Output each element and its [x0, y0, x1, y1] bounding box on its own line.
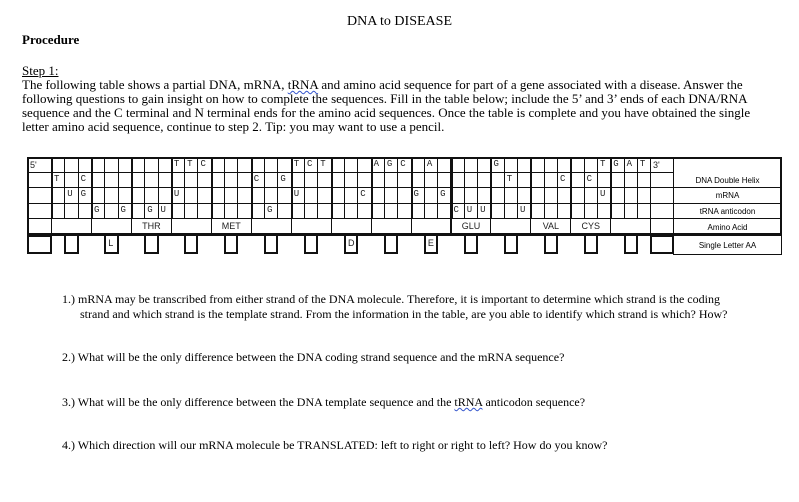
single-letter-aa-cell[interactable] [304, 235, 318, 254]
amino-acid-cell[interactable] [171, 218, 212, 236]
dna-bottom-strand-codon: C [533, 174, 574, 184]
dna-top-strand-codon [451, 157, 495, 173]
amino-acid-cell[interactable] [371, 218, 412, 236]
mrna-codon: G G [413, 189, 454, 199]
dna-top-strand-codon: AGC [373, 159, 414, 169]
end-cell [27, 187, 52, 204]
mrna-codon [530, 187, 574, 204]
amino-acid-cell[interactable]: VAL [530, 218, 571, 236]
single-letter-aa-cell[interactable] [464, 235, 478, 254]
amino-acid-cell[interactable] [291, 218, 332, 236]
trna-anticodon-codon [570, 203, 614, 219]
question-3 [62, 395, 585, 410]
dna-top-strand-codon: G [493, 159, 534, 169]
question-4: 4.) Which direction will our mRNA molecule be TRANSLATED: left to right or right to left? How do you know? [62, 438, 608, 452]
end-cell [650, 187, 674, 204]
document-title: DNA to DISEASE [346, 14, 452, 29]
question-1-line-1: 1.) mRNA may be transcribed from either strand of the DNA molecule. Therefore, it is important to determine which strand is the coding [62, 292, 720, 306]
dna-top-strand-codon [331, 157, 375, 173]
single-letter-aa-cell[interactable] [544, 235, 558, 254]
row-label: Single Letter AA [673, 235, 782, 255]
text: The following table shows a partial DNA, mRNA, [22, 77, 288, 92]
amino-acid-cell[interactable] [610, 218, 651, 236]
amino-acid-cell[interactable] [51, 218, 92, 236]
trna-anticodon-codon [291, 203, 335, 219]
dna-top-strand-codon [530, 157, 574, 173]
end-cell [650, 218, 674, 236]
dna-top-strand-codon: T [573, 159, 614, 169]
dna-top-strand-codon [51, 157, 95, 173]
dna-bottom-strand-codon [411, 172, 455, 188]
mrna-codon [610, 187, 654, 204]
mrna-codon: U [293, 189, 334, 199]
single-letter-aa-cell[interactable] [224, 235, 238, 254]
dna-top-strand-codon: TTC [173, 159, 214, 169]
mrna-codon [371, 187, 415, 204]
row-label: DNA Double Helix [673, 157, 782, 188]
amino-acid-cell[interactable] [91, 218, 132, 236]
single-letter-aa-cell[interactable] [144, 235, 158, 254]
amino-acid-cell[interactable]: GLU [451, 218, 492, 236]
spellcheck-word: tRNA [287, 77, 319, 92]
dna-bottom-strand-codon [331, 172, 375, 188]
dna-top-strand-codon: A [413, 159, 454, 169]
amino-acid-cell[interactable] [411, 218, 452, 236]
single-letter-aa-cell[interactable] [264, 235, 278, 254]
mrna-codon: UG [54, 189, 94, 199]
trna-anticodon-codon [371, 203, 415, 219]
end-cell [27, 172, 52, 188]
mrna-codon: C [333, 189, 374, 199]
trna-anticodon-codon [331, 203, 375, 219]
trna-anticodon-codon [51, 203, 95, 219]
trna-anticodon-codon [530, 203, 574, 219]
dna-bottom-strand-codon [371, 172, 415, 188]
mrna-codon [211, 187, 255, 204]
single-letter-aa-cell[interactable] [184, 235, 198, 254]
mrna-codon [451, 187, 495, 204]
mrna-codon [251, 187, 295, 204]
section-heading: Procedure [22, 32, 80, 47]
trna-anticodon-codon: GU [133, 205, 174, 215]
dna-top-strand-codon [91, 157, 135, 173]
trna-anticodon-codon [171, 203, 215, 219]
dna-bottom-strand-codon: T C [54, 174, 94, 184]
single-letter-aa-cell[interactable] [384, 235, 398, 254]
mrna-codon: U [573, 189, 614, 199]
question-1-line-2: strand and which strand is the template strand. From the information in the table, are you able to identify which strand is which? How? [80, 307, 728, 321]
question-2: 2.) What will be the only difference between the DNA coding strand sequence and the mRNA sequence? [62, 350, 565, 364]
trna-anticodon-codon [411, 203, 455, 219]
text: anticodon sequence? [482, 395, 586, 409]
end-cell [27, 218, 52, 236]
end-cell [650, 172, 674, 188]
amino-acid-cell[interactable]: CYS [570, 218, 611, 236]
dna-top-strand-codon: GAT [613, 159, 654, 169]
dna-bottom-strand-codon [91, 172, 135, 188]
single-letter-aa-cell[interactable] [504, 235, 518, 254]
dna-top-strand-codon [211, 157, 255, 173]
end-cell [27, 203, 52, 219]
end-cell [27, 235, 52, 254]
mrna-codon [490, 187, 534, 204]
instructions-line-3: sequence and the C terminal and N terminal ends for the amino acid sequences. Once the table is complete and you have obtained the single [22, 105, 751, 120]
mrna-codon [91, 187, 135, 204]
amino-acid-cell[interactable] [251, 218, 292, 236]
step-heading: Step 1: [22, 63, 59, 78]
mrna-codon [131, 187, 175, 204]
dna-bottom-strand-codon [610, 172, 654, 188]
instructions-line-4: letter amino acid sequence, continue to step 2. Tip: you may want to use a pencil. [22, 119, 445, 134]
row-label: tRNA anticodon [673, 203, 782, 219]
row-label: Amino Acid [673, 218, 782, 236]
dna-bottom-strand-codon: T [493, 174, 534, 184]
row-label: mRNA [673, 187, 782, 204]
trna-anticodon-codon: G [253, 205, 294, 215]
amino-acid-cell[interactable] [490, 218, 531, 236]
text: 3.) What will be the only difference between the DNA template sequence and the [62, 395, 455, 409]
single-letter-aa-cell[interactable]: L [104, 235, 118, 254]
single-letter-aa-cell[interactable] [584, 235, 598, 254]
single-letter-aa-cell[interactable]: E [424, 235, 438, 254]
dna-bottom-strand-codon [131, 172, 175, 188]
dna-top-strand-codon [251, 157, 295, 173]
single-letter-aa-cell[interactable] [64, 235, 78, 254]
dna-top-strand-codon: TCT [293, 159, 334, 169]
end-cell [650, 235, 674, 254]
amino-acid-cell[interactable] [331, 218, 372, 236]
trna-anticodon-codon: G G [93, 205, 134, 215]
three-prime-label: 3' [650, 157, 674, 173]
dna-bottom-strand-codon [451, 172, 495, 188]
dna-top-strand-codon [131, 157, 175, 173]
end-cell [650, 203, 674, 219]
amino-acid-cell[interactable]: MET [211, 218, 252, 236]
dna-bottom-strand-codon: C [573, 174, 614, 184]
five-prime-label: 5' [27, 157, 52, 173]
trna-anticodon-codon: CUU [453, 205, 494, 215]
mrna-codon: U [173, 189, 214, 199]
instructions-line-2: following questions to gain insight on how to complete the sequences. Fill in the table below; include the 5’ and 3’ ends of each DNA/RNA [22, 91, 748, 106]
trna-anticodon-codon [211, 203, 255, 219]
dna-bottom-strand-codon [171, 172, 215, 188]
single-letter-aa-cell[interactable] [624, 235, 638, 254]
dna-bottom-strand-codon: C G [253, 174, 294, 184]
spellcheck-word: tRNA [454, 395, 483, 409]
dna-bottom-strand-codon [291, 172, 335, 188]
single-letter-aa-cell[interactable]: D [344, 235, 358, 254]
trna-anticodon-codon [610, 203, 654, 219]
text: and amino acid sequence for part of a gene associated with a disease. Answer the [318, 77, 743, 92]
amino-acid-cell[interactable]: THR [131, 218, 172, 236]
trna-anticodon-codon: U [493, 205, 534, 215]
dna-bottom-strand-codon [211, 172, 255, 188]
